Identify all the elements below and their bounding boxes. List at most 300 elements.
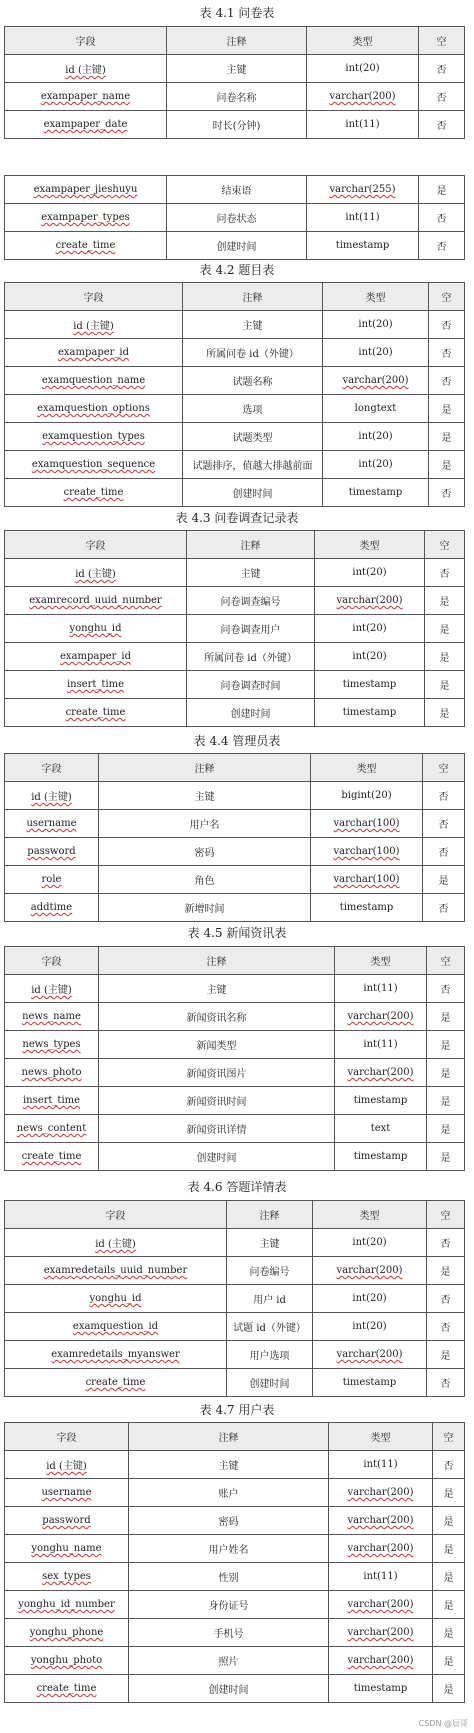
cell-text: int(11) bbox=[363, 1571, 398, 1582]
cell-text: varchar(200) bbox=[347, 1543, 414, 1554]
table-row bbox=[5, 1479, 465, 1507]
table-cell bbox=[323, 395, 429, 423]
cell-text: examquestion_sequence bbox=[31, 459, 156, 470]
table-cell bbox=[99, 975, 335, 1003]
cell-text: 创建时间 bbox=[216, 242, 257, 253]
table-cell bbox=[429, 367, 465, 395]
header-cell: 类型 bbox=[335, 947, 427, 975]
table-row bbox=[5, 1229, 465, 1257]
cell-text: int(20) bbox=[352, 1293, 387, 1304]
cell-text: varchar(200) bbox=[347, 1655, 414, 1666]
cell-text: 所属问卷 id（外键） bbox=[206, 349, 299, 360]
table-row bbox=[5, 587, 465, 615]
table-cell bbox=[5, 232, 167, 260]
table-cell bbox=[329, 1563, 433, 1591]
cell-text: 否 bbox=[436, 242, 447, 253]
cell-text: timestamp bbox=[353, 1095, 408, 1106]
table-cell bbox=[99, 1143, 335, 1171]
header-cell: 类型 bbox=[311, 754, 423, 782]
cell-text: int(20) bbox=[352, 1237, 387, 1248]
table-cell bbox=[167, 232, 307, 260]
table-header-row bbox=[5, 531, 465, 559]
table-cell bbox=[227, 1285, 313, 1313]
table-row bbox=[5, 1115, 465, 1143]
cell-text: 是 bbox=[441, 405, 452, 416]
header-cell: 类型 bbox=[323, 283, 429, 311]
table-cell bbox=[315, 671, 425, 699]
cell-text: create_time bbox=[36, 1683, 97, 1694]
table-cell bbox=[167, 204, 307, 232]
header-cell: 注释 bbox=[167, 27, 307, 55]
table-row bbox=[5, 838, 465, 866]
table-cell bbox=[5, 55, 167, 83]
table-cell bbox=[433, 1535, 465, 1563]
table-cell bbox=[335, 1059, 427, 1087]
cell-text: 问卷调查编号 bbox=[220, 597, 281, 608]
cell-text: 创建时间 bbox=[208, 1685, 249, 1696]
cell-text: timestamp bbox=[342, 1377, 397, 1388]
cell-text: 新闻类型 bbox=[196, 1041, 237, 1052]
cell-text: varchar(200) bbox=[329, 91, 396, 102]
cell-text: 所属问卷 id（外键） bbox=[204, 653, 297, 664]
table-cell bbox=[329, 1507, 433, 1535]
table-cell bbox=[427, 1285, 465, 1313]
table-cell bbox=[5, 671, 187, 699]
table-cell bbox=[5, 1479, 129, 1507]
cell-text: examquestion_types bbox=[42, 431, 145, 442]
table-news bbox=[4, 946, 465, 1171]
table-cell bbox=[329, 1675, 433, 1703]
table-row bbox=[5, 111, 465, 139]
table-cell bbox=[5, 1115, 99, 1143]
table-cell bbox=[419, 55, 465, 83]
cell-text: username bbox=[26, 818, 77, 829]
table-cell bbox=[99, 894, 311, 922]
table-cell bbox=[5, 339, 183, 367]
table-cell bbox=[5, 1003, 99, 1031]
header-cell: 空 bbox=[429, 283, 465, 311]
table-cell bbox=[5, 423, 183, 451]
cell-text: 是 bbox=[440, 1097, 451, 1108]
table-cell bbox=[311, 894, 423, 922]
cell-text: 否 bbox=[436, 121, 447, 132]
table-cell bbox=[5, 111, 167, 139]
table-cell bbox=[99, 866, 311, 894]
table-row bbox=[5, 1563, 465, 1591]
table-cell bbox=[99, 838, 311, 866]
cell-text: 照片 bbox=[218, 1657, 239, 1668]
header-cell: 字段 bbox=[5, 754, 99, 782]
cell-text: news_name bbox=[22, 1011, 81, 1022]
cell-text: 是 bbox=[436, 186, 447, 197]
cell-text: 试题名称 bbox=[232, 377, 273, 388]
table-row bbox=[5, 1285, 465, 1313]
table-cell bbox=[99, 1087, 335, 1115]
cell-text: 是 bbox=[440, 1153, 451, 1164]
cell-text: 是 bbox=[439, 709, 450, 720]
cell-text: 选项 bbox=[242, 405, 263, 416]
cell-text: bigint(20) bbox=[341, 790, 392, 801]
table-cell bbox=[5, 1257, 227, 1285]
header-cell: 字段 bbox=[5, 1423, 129, 1451]
cell-text: timestamp bbox=[342, 707, 397, 718]
table-cell bbox=[335, 1031, 427, 1059]
cell-text: int(20) bbox=[358, 459, 393, 470]
cell-text: 是 bbox=[439, 597, 450, 608]
table-cell bbox=[307, 111, 419, 139]
table-cell bbox=[425, 615, 465, 643]
table-user bbox=[4, 1422, 465, 1703]
table-row bbox=[5, 671, 465, 699]
cell-text: 否 bbox=[436, 93, 447, 104]
table-cell bbox=[429, 311, 465, 339]
table-row bbox=[5, 1087, 465, 1115]
cell-text: 否 bbox=[441, 377, 452, 388]
table-cell bbox=[183, 451, 323, 479]
cell-text: int(11) bbox=[363, 983, 398, 994]
table-row bbox=[5, 643, 465, 671]
header-cell: 空 bbox=[419, 27, 465, 55]
table-cell bbox=[433, 1619, 465, 1647]
table-questionnaire-continued bbox=[4, 175, 465, 260]
table-cell bbox=[323, 423, 429, 451]
header-cell: 注释 bbox=[187, 531, 315, 559]
cell-text: 否 bbox=[440, 985, 451, 996]
cell-text: varchar(100) bbox=[333, 846, 400, 857]
table-row bbox=[5, 176, 465, 204]
table-cell bbox=[5, 587, 187, 615]
table-survey-record bbox=[4, 530, 465, 727]
cell-text: 结束语 bbox=[221, 186, 252, 197]
table-row bbox=[5, 395, 465, 423]
table-cell bbox=[313, 1341, 427, 1369]
cell-text: 是 bbox=[440, 1041, 451, 1052]
cell-text: int(20) bbox=[358, 347, 393, 358]
table-cell bbox=[5, 615, 187, 643]
table-row bbox=[5, 232, 465, 260]
table-cell bbox=[167, 55, 307, 83]
cell-text: 问卷状态 bbox=[216, 214, 257, 225]
table-cell bbox=[329, 1647, 433, 1675]
cell-text: 否 bbox=[440, 1239, 451, 1250]
table-row bbox=[5, 1059, 465, 1087]
table-cell bbox=[329, 1619, 433, 1647]
table-cell bbox=[311, 810, 423, 838]
table-cell bbox=[129, 1619, 329, 1647]
table-row bbox=[5, 423, 465, 451]
table-cell bbox=[313, 1313, 427, 1341]
cell-text: varchar(200) bbox=[347, 1599, 414, 1610]
cell-text: id (主键) bbox=[95, 1239, 136, 1250]
cell-text: 密码 bbox=[218, 1517, 239, 1528]
table-cell bbox=[183, 395, 323, 423]
cell-text: varchar(200) bbox=[347, 1487, 414, 1498]
cell-text: 是 bbox=[443, 1489, 454, 1500]
table-cell bbox=[5, 1087, 99, 1115]
table-row bbox=[5, 1591, 465, 1619]
cell-text: 是 bbox=[443, 1601, 454, 1612]
cell-text: create_time bbox=[65, 707, 126, 718]
table-cell bbox=[311, 838, 423, 866]
table-row bbox=[5, 55, 465, 83]
cell-text: int(20) bbox=[352, 623, 387, 634]
cell-text: int(20) bbox=[358, 431, 393, 442]
table-cell bbox=[5, 699, 187, 727]
cell-text: 否 bbox=[443, 1461, 454, 1472]
table-cell bbox=[99, 782, 311, 810]
table-cell bbox=[427, 1115, 465, 1143]
cell-text: 是 bbox=[440, 1267, 451, 1278]
header-cell: 字段 bbox=[5, 27, 167, 55]
cell-text: 否 bbox=[438, 792, 449, 803]
table-cell bbox=[425, 587, 465, 615]
cell-text: examredetails_myanswer bbox=[51, 1349, 180, 1360]
table-caption-4-5: 表 4.5 新闻资讯表 bbox=[187, 926, 287, 940]
cell-text: exampaper_jieshuyu bbox=[33, 184, 138, 195]
header-cell: 空 bbox=[427, 1201, 465, 1229]
table-caption-4-6: 表 4.6 答题详情表 bbox=[187, 1180, 287, 1194]
cell-text: news_content bbox=[16, 1123, 87, 1134]
cell-text: yonghu_id_number bbox=[18, 1599, 115, 1610]
table-cell bbox=[5, 1313, 227, 1341]
table-cell bbox=[227, 1341, 313, 1369]
table-cell bbox=[5, 1285, 227, 1313]
table-row bbox=[5, 311, 465, 339]
table-cell bbox=[423, 894, 465, 922]
cell-text: 新闻资讯图片 bbox=[186, 1069, 247, 1080]
cell-text: 新闻资讯详情 bbox=[186, 1125, 247, 1136]
table-cell bbox=[5, 643, 187, 671]
table-cell bbox=[433, 1675, 465, 1703]
cell-text: timestamp bbox=[353, 1683, 408, 1694]
header-cell: 空 bbox=[423, 754, 465, 782]
cell-text: 是 bbox=[439, 625, 450, 636]
table-cell bbox=[227, 1229, 313, 1257]
cell-text: varchar(255) bbox=[329, 184, 396, 195]
cell-text: int(20) bbox=[358, 319, 393, 330]
header-cell: 类型 bbox=[315, 531, 425, 559]
cell-text: yonghu_photo bbox=[30, 1655, 103, 1666]
table-cell bbox=[167, 176, 307, 204]
table-cell bbox=[427, 1087, 465, 1115]
table-cell bbox=[427, 1313, 465, 1341]
table-cell bbox=[433, 1563, 465, 1591]
table-cell bbox=[5, 83, 167, 111]
table-cell bbox=[5, 1563, 129, 1591]
cell-text: 是 bbox=[443, 1573, 454, 1584]
cell-text: 新闻资讯名称 bbox=[186, 1013, 247, 1024]
table-cell bbox=[5, 838, 99, 866]
table-cell bbox=[433, 1451, 465, 1479]
cell-text: 否 bbox=[438, 848, 449, 859]
table-cell bbox=[427, 1229, 465, 1257]
cell-text: timestamp bbox=[353, 1151, 408, 1162]
cell-text: 用户姓名 bbox=[208, 1545, 249, 1556]
table-row bbox=[5, 204, 465, 232]
table-cell bbox=[5, 782, 99, 810]
table-cell bbox=[427, 1369, 465, 1397]
table-cell bbox=[5, 1619, 129, 1647]
table-cell bbox=[419, 83, 465, 111]
table-cell bbox=[5, 367, 183, 395]
table-cell bbox=[311, 866, 423, 894]
table-cell bbox=[129, 1675, 329, 1703]
cell-text: 否 bbox=[440, 1379, 451, 1390]
cell-text: 试题排序，值越大排越前面 bbox=[192, 461, 313, 472]
table-cell bbox=[99, 1059, 335, 1087]
table-cell bbox=[5, 1031, 99, 1059]
table-cell bbox=[129, 1479, 329, 1507]
table-cell bbox=[429, 479, 465, 507]
cell-text: 主键 bbox=[218, 1461, 239, 1472]
table-cell bbox=[311, 782, 423, 810]
table-cell bbox=[425, 671, 465, 699]
table-cell bbox=[423, 810, 465, 838]
table-cell bbox=[427, 1257, 465, 1285]
table-row bbox=[5, 451, 465, 479]
table-cell bbox=[315, 699, 425, 727]
cell-text: 主键 bbox=[194, 792, 215, 803]
cell-text: insert_time bbox=[22, 1095, 81, 1106]
table-cell bbox=[423, 782, 465, 810]
table-cell bbox=[167, 111, 307, 139]
cell-text: 否 bbox=[441, 489, 452, 500]
cell-text: 否 bbox=[436, 214, 447, 225]
cell-text: timestamp bbox=[335, 240, 390, 251]
table-cell bbox=[5, 204, 167, 232]
table-cell bbox=[183, 367, 323, 395]
cell-text: addtime bbox=[30, 902, 73, 913]
table-question bbox=[4, 282, 465, 507]
table-cell bbox=[427, 1143, 465, 1171]
cell-text: 是 bbox=[439, 681, 450, 692]
table-row bbox=[5, 1003, 465, 1031]
table-cell bbox=[429, 451, 465, 479]
cell-text: insert_time bbox=[66, 679, 125, 690]
cell-text: varchar(100) bbox=[333, 874, 400, 885]
table-cell bbox=[427, 1341, 465, 1369]
cell-text: 试题类型 bbox=[232, 433, 273, 444]
cell-text: 否 bbox=[436, 65, 447, 76]
table-cell bbox=[5, 1229, 227, 1257]
table-row bbox=[5, 782, 465, 810]
table-cell bbox=[323, 311, 429, 339]
cell-text: 是 bbox=[443, 1517, 454, 1528]
table-cell bbox=[5, 1451, 129, 1479]
cell-text: timestamp bbox=[339, 902, 394, 913]
cell-text: 否 bbox=[440, 1295, 451, 1306]
cell-text: int(11) bbox=[345, 212, 380, 223]
cell-text: 试题 id（外键） bbox=[233, 1323, 306, 1334]
cell-text: 是 bbox=[443, 1545, 454, 1556]
table-cell bbox=[419, 176, 465, 204]
table-row bbox=[5, 975, 465, 1003]
table-cell bbox=[335, 1087, 427, 1115]
cell-text: 密码 bbox=[194, 848, 215, 859]
cell-text: varchar(100) bbox=[333, 818, 400, 829]
table-cell bbox=[5, 810, 99, 838]
cell-text: varchar(200) bbox=[336, 1349, 403, 1360]
header-cell: 类型 bbox=[329, 1423, 433, 1451]
table-cell bbox=[129, 1507, 329, 1535]
cell-text: 账户 bbox=[218, 1489, 239, 1500]
table-cell bbox=[5, 1341, 227, 1369]
table-cell bbox=[99, 1115, 335, 1143]
header-cell: 类型 bbox=[313, 1201, 427, 1229]
table-cell bbox=[429, 339, 465, 367]
cell-text: id (主键) bbox=[31, 792, 72, 803]
cell-text: 是 bbox=[439, 653, 450, 664]
table-cell bbox=[425, 559, 465, 587]
cell-text: int(11) bbox=[345, 119, 380, 130]
table-cell bbox=[307, 55, 419, 83]
table-row bbox=[5, 1341, 465, 1369]
cell-text: id (主键) bbox=[65, 65, 106, 76]
cell-text: examredetails_uuid_number bbox=[43, 1265, 188, 1276]
table-cell bbox=[183, 479, 323, 507]
table-caption-4-2: 表 4.2 题目表 bbox=[199, 263, 275, 277]
cell-text: create_time bbox=[21, 1151, 82, 1162]
table-answer-details bbox=[4, 1200, 465, 1397]
table-row bbox=[5, 479, 465, 507]
table-cell bbox=[433, 1479, 465, 1507]
cell-text: create_time bbox=[55, 240, 116, 251]
table-header-row bbox=[5, 283, 465, 311]
table-row bbox=[5, 866, 465, 894]
cell-text: examrecord_uuid_number bbox=[29, 595, 162, 606]
header-cell: 空 bbox=[433, 1423, 465, 1451]
table-cell bbox=[183, 423, 323, 451]
cell-text: sex_types bbox=[42, 1571, 91, 1582]
table-cell bbox=[307, 204, 419, 232]
table-row bbox=[5, 1451, 465, 1479]
table-cell bbox=[307, 176, 419, 204]
cell-text: varchar(200) bbox=[336, 595, 403, 606]
cell-text: 是 bbox=[440, 1351, 451, 1362]
cell-text: 用户选项 bbox=[249, 1351, 290, 1362]
table-cell bbox=[5, 866, 99, 894]
cell-text: 时长(分钟) bbox=[212, 121, 261, 132]
table-cell bbox=[313, 1257, 427, 1285]
cell-text: create_time bbox=[63, 487, 124, 498]
cell-text: 主键 bbox=[226, 65, 247, 76]
table-caption-4-7: 表 4.7 用户表 bbox=[199, 1403, 275, 1417]
cell-text: 身份证号 bbox=[208, 1601, 249, 1612]
table-cell bbox=[187, 671, 315, 699]
table-cell bbox=[5, 479, 183, 507]
table-row bbox=[5, 1507, 465, 1535]
cell-text: role bbox=[41, 874, 62, 885]
cell-text: exampaper_date bbox=[43, 119, 128, 130]
table-cell bbox=[129, 1647, 329, 1675]
cell-text: 是 bbox=[441, 433, 452, 444]
table-row bbox=[5, 699, 465, 727]
table-cell bbox=[425, 699, 465, 727]
cell-text: 是 bbox=[443, 1685, 454, 1696]
cell-text: varchar(200) bbox=[347, 1011, 414, 1022]
table-cell bbox=[129, 1451, 329, 1479]
table-cell bbox=[419, 204, 465, 232]
cell-text: 主键 bbox=[240, 569, 261, 580]
cell-text: text bbox=[370, 1123, 391, 1134]
table-cell bbox=[427, 975, 465, 1003]
table-cell bbox=[227, 1313, 313, 1341]
cell-text: 是 bbox=[441, 461, 452, 472]
header-cell: 注释 bbox=[183, 283, 323, 311]
cell-text: id (主键) bbox=[75, 569, 116, 580]
cell-text: int(20) bbox=[352, 1321, 387, 1332]
header-cell: 空 bbox=[427, 947, 465, 975]
